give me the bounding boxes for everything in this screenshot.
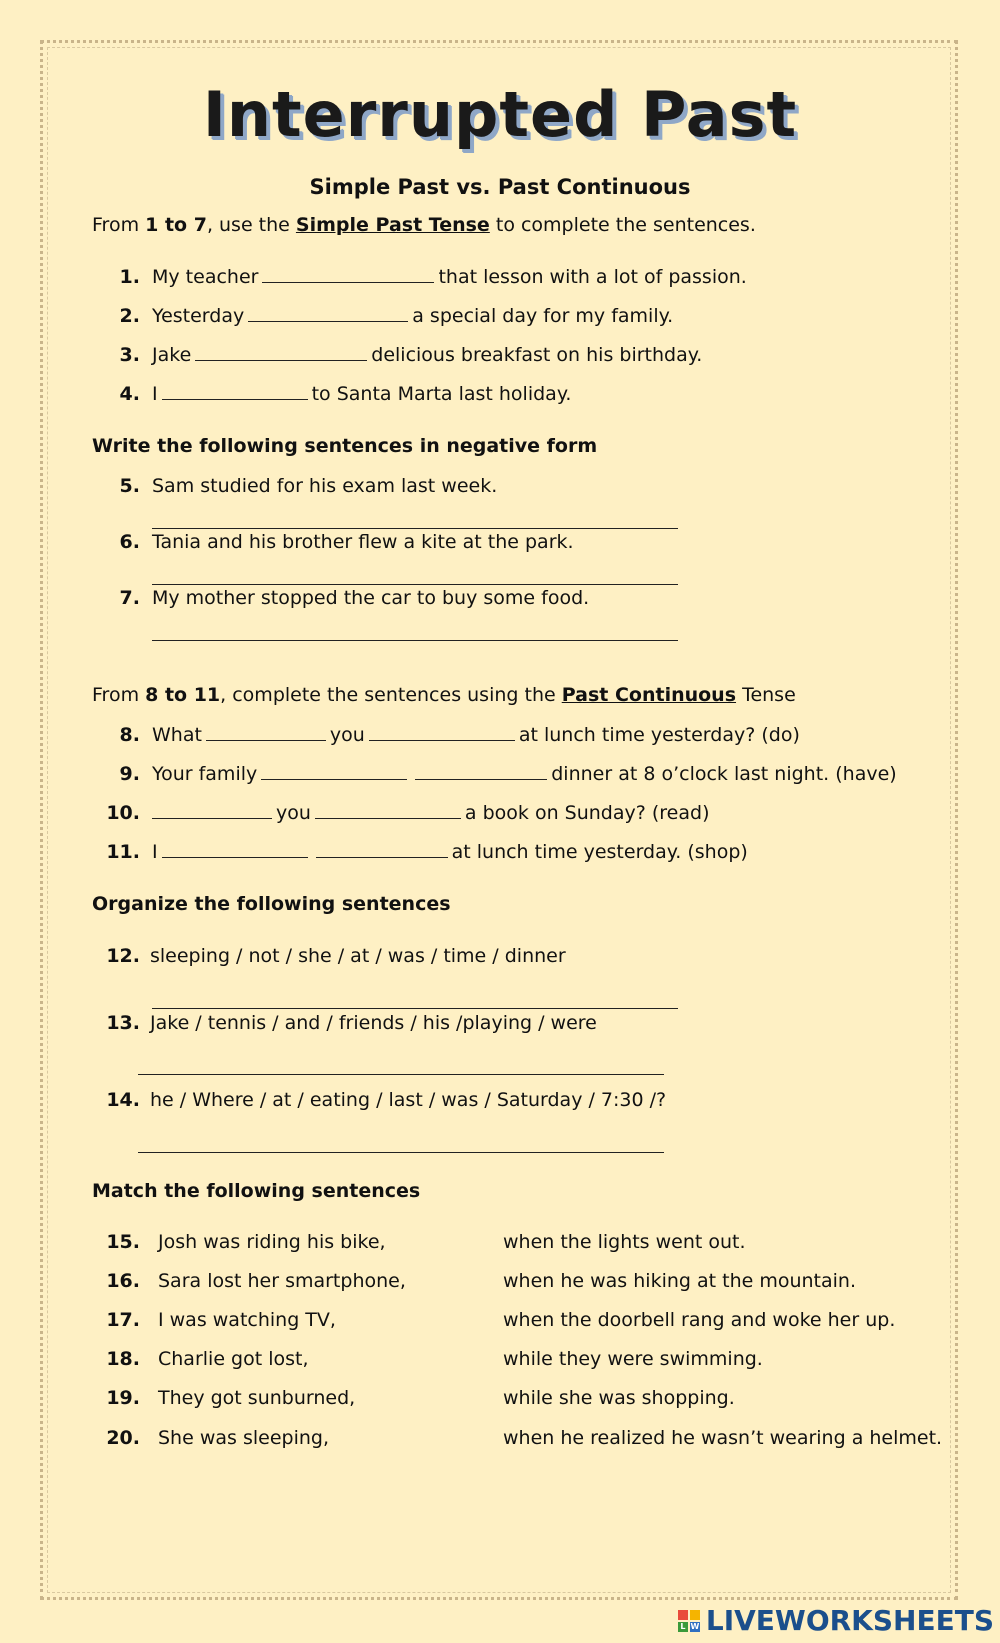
item-8: What you at lunch time yesterday? (do)	[152, 724, 800, 746]
match-right[interactable]: when he was hiking at the mountain.	[503, 1270, 857, 1292]
item-12: sleeping / not / she / at / was / time / dinner	[150, 945, 566, 967]
item-number: 5.	[119, 475, 140, 497]
match-left[interactable]: Charlie got lost,	[158, 1348, 309, 1370]
answer-blank[interactable]	[206, 726, 326, 741]
answer-blank[interactable]	[262, 268, 434, 283]
item-number: 10.	[106, 802, 140, 824]
match-left[interactable]: She was sleeping,	[158, 1427, 329, 1449]
liveworksheets-logo-icon: L W	[678, 1610, 700, 1632]
item-number: 16.	[106, 1270, 140, 1292]
match-left[interactable]: Josh was riding his bike,	[158, 1231, 386, 1253]
item-4: I to Santa Marta last holiday.	[152, 383, 572, 405]
answer-blank[interactable]	[195, 346, 367, 361]
item-3: Jake delicious breakfast on his birthday.	[152, 344, 703, 366]
answer-blank[interactable]	[162, 843, 308, 858]
page-subtitle: Simple Past vs. Past Continuous	[309, 175, 691, 199]
answer-line[interactable]	[152, 640, 678, 641]
item-number: 3.	[119, 344, 140, 366]
item-number: 1.	[119, 266, 140, 288]
match-right[interactable]: while they were swimming.	[503, 1348, 763, 1370]
match-left[interactable]: Sara lost her smartphone,	[158, 1270, 406, 1292]
section3-intro: From 8 to 11, complete the sentences using the Past Continuous Tense	[92, 684, 796, 706]
answer-line[interactable]	[138, 1074, 664, 1075]
answer-blank[interactable]	[315, 804, 461, 819]
item-5: Sam studied for his exam last week.	[152, 475, 498, 497]
item-number: 8.	[119, 724, 140, 746]
item-2: Yesterday a special day for my family.	[152, 305, 674, 327]
item-number: 9.	[119, 763, 140, 785]
answer-line[interactable]	[152, 528, 678, 529]
section5-heading: Match the following sentences	[92, 1180, 421, 1202]
match-left[interactable]: They got sunburned,	[158, 1387, 356, 1409]
answer-blank[interactable]	[261, 765, 407, 780]
answer-line[interactable]	[152, 1008, 678, 1009]
item-number: 14.	[106, 1089, 140, 1111]
answer-blank[interactable]	[152, 804, 272, 819]
item-number: 7.	[119, 587, 140, 609]
answer-blank[interactable]	[415, 765, 547, 780]
answer-line[interactable]	[152, 584, 678, 585]
section4-heading: Organize the following sentences	[92, 893, 451, 915]
item-7: My mother stopped the car to buy some food.	[152, 587, 590, 609]
item-number: 18.	[106, 1348, 140, 1370]
item-number: 17.	[106, 1309, 140, 1331]
answer-blank[interactable]	[162, 385, 308, 400]
item-number: 12.	[106, 945, 140, 967]
item-number: 11.	[106, 841, 140, 863]
match-right[interactable]: while she was shopping.	[503, 1387, 735, 1409]
item-1: My teacher that lesson with a lot of passion.	[152, 266, 747, 288]
item-11: I at lunch time yesterday. (shop)	[152, 841, 748, 863]
item-6: Tania and his brother flew a kite at the park.	[152, 531, 574, 553]
match-right[interactable]: when he realized he wasn’t wearing a helmet.	[503, 1427, 943, 1449]
answer-line[interactable]	[138, 1152, 664, 1153]
match-right[interactable]: when the doorbell rang and woke her up.	[503, 1309, 896, 1331]
item-number: 15.	[106, 1231, 140, 1253]
item-number: 2.	[119, 305, 140, 327]
match-right[interactable]: when the lights went out.	[503, 1231, 746, 1253]
item-14: he / Where / at / eating / last / was / Saturday / 7:30 /?	[150, 1089, 667, 1111]
item-number: 6.	[119, 531, 140, 553]
item-number: 19.	[106, 1387, 140, 1409]
answer-blank[interactable]	[369, 726, 515, 741]
section2-heading: Write the following sentences in negative form	[92, 435, 598, 457]
brand-text: LIVEWORKSHEETS	[705, 1604, 994, 1637]
item-9: Your family dinner at 8 o’clock last night. (have)	[152, 763, 897, 785]
item-number: 20.	[106, 1427, 140, 1449]
item-10: you a book on Sunday? (read)	[148, 802, 710, 824]
answer-blank[interactable]	[316, 843, 448, 858]
answer-blank[interactable]	[248, 307, 408, 322]
match-left[interactable]: I was watching TV,	[158, 1309, 336, 1331]
item-13: Jake / tennis / and / friends / his /playing / were	[150, 1012, 597, 1034]
section1-intro: From 1 to 7, use the Simple Past Tense to complete the sentences.	[92, 214, 756, 236]
item-number: 4.	[119, 383, 140, 405]
liveworksheets-brand[interactable]	[678, 1604, 994, 1637]
item-number: 13.	[106, 1012, 140, 1034]
page-title: Interrupted Past	[202, 78, 798, 151]
